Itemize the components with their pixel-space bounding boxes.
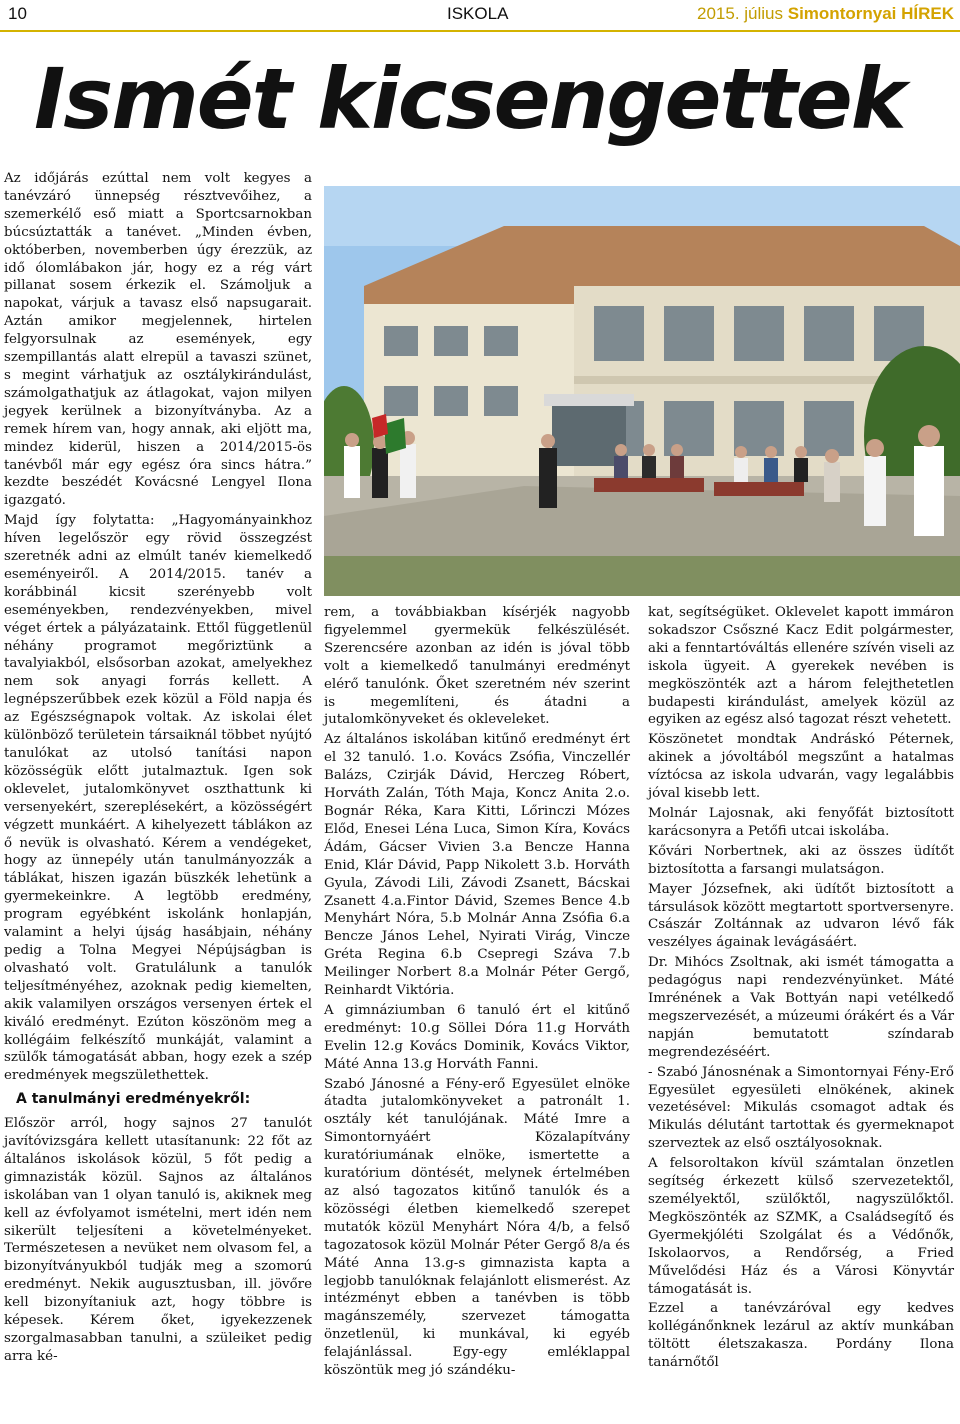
publication-info	[697, 4, 954, 24]
grass-strip	[324, 556, 960, 596]
section-label: ISKOLA	[447, 4, 509, 23]
article-column-3	[648, 604, 954, 1374]
paragraph: rem, a továbbiakban kísérjék nagyobb figyelemmel gyermekük felkészülését. Szerencsére azonban az idén is jóval több volt a kiemelkedő tanulmányi eredményt elérő tanulónk. Őket szeretném név szerint is megemlíteni, és átadni a jutalomkönyveket és okleveleket.	[324, 605, 630, 728]
issue-date: 2015. július	[697, 4, 784, 23]
article-column-2	[324, 604, 630, 1382]
paragraph: Ezzel a tanévzáróval egy kedves kollégánőnknek lezárul az aktív munkában töltött életszakasza. Pordány Ilona tanárnőtől	[648, 1301, 954, 1371]
magazine-name: Simontornyai HÍREK	[787, 4, 954, 23]
flag	[384, 418, 406, 454]
paragraph: Majd így folytatta: „Hagyományainkhoz híven legelőször egy rövid összegzést szeretnék adni az elmúlt tanév kiemelkedő eseményeiről. A 2014/2015. tanév a korábbinál kicsit szerényebb volt eseményekben, rendezvényekben, mivel véget értek a pályázataink. Ettől függetlenül néhány programot megőriztünk a tavalyiakból, elsősorban azokat, amelyekhez nem sok anyagi forrás kellett. A legnépszerűbbek ezek közül a Föld napja és az Egészségnapok voltak. Az iskolai élet különböző területein társaiknál többet nyújtó tanulókat az utolsó tanítási napon közösségük előtt jutalmaztuk. Igen sok oklevelet, jutalomkönyvet oszthattunk ki versenyekért, szereplésekért, a közösségért végzett munkáért. A kihelyezett táblákon az ő nevük is olvasható. Kérem a vendégeket, hogy az ünnepély után tanulmányozzák a táblákat, hiszen igazán büszkék lehetünk a gyermekeinkre. A legtöbb eredmény, program egyébként iskolánk honlapján, valamint a helyi újság hasábjain, néhány pedig a Tolna Megyei Népújságban is olvasható volt. Gratulálunk a tanulók teljesítményéhez, azoknak pedig kiemelten, akik valamilyen országos versenyen értek el kiváló eredményt. Ezúton köszönöm meg a kollégáim felkészítő munkáját, valamint a szülők támogatását abban, hogy ezek a szép eredmények megszülethettek.	[4, 513, 312, 1084]
paragraph: A felsoroltakon kívül számtalan önzetlen segítség érkezett külső szervezetektől, személyektől, szülőktől, nagyszülőktől. Megköszönték az SZMK, a Családsegítő és Gyermekjóléti Szolgálat és a Védőnők, Iskolaorvos, a Rendőrség, a Fried Művelődési Ház és a Városi Könyvtár támogatását is.	[648, 1156, 954, 1297]
award-table-left	[594, 478, 704, 492]
paragraph: Kővári Norbertnek, aki az összes üdítőt biztosította a farsangi mulatságon.	[648, 843, 954, 877]
section-subheading: A tanulmányi eredményekről:	[16, 1091, 251, 1108]
paragraph: A gimnáziumban 6 tanuló ért el kitűnő eredményt: 10.g Söllei Dóra 11.g Horváth Evelin 12.g Kovács Dominik, Kovács Viktor, Máté Anna 13.g Horváth Fanni.	[324, 1002, 630, 1072]
paragraph: Szabó Jánosné a Fény-erő Egyesület elnöke átadta jutalomkönyveket a patronált 1. osztály két tanulójának. Máté Imre a Simontornyáért Közalapítvány kuratóriumának elnöke, ismertette a kuratórium döntését, melynek értelmében az alsó tagozatos kitűnő tanulók és a közösségi életben kiemelkedő szerepet mutatók közül Menyhárt Nóra 4/b, a felső tagozatosok közül Molnár Péter Gergő 8/a és Máté Anna 13.g-s gimnazista kapta a legjobb tanulóknak felajánlott elismerést. Az intézményt ebben a tanévben is több magánszemély, szervezet támogatta önzetlenül, ki munkával, ki egyéb felajánlással. Egy-egy emléklappal köszöntük meg jó szándéku-	[324, 1076, 630, 1379]
paragraph: - Szabó Jánosnénak a Simontornyai Fény-Erő Egyesület egyesületi elnökének, akinek vezetésével: Mikulás csomagot adtak és Mikulás délutánt tartottak és gyermeknapot szerveztek az első osztályosoknak.	[648, 1064, 954, 1152]
paragraph: Az általános iskolában kitűnő eredményt ért el 32 tanuló. 1.o. Kovács Zsófia, Vinczellér Balázs, Czirják Dávid, Herczeg Róbert, Horváth Zalán, Tóth Maja, Koncz Anita 2.o. Bognár Réka, Kara Kitti, Lőrinczi Mózes Előd, Enesei Léna Luca, Simon Kíra, Kovács Ádám, Gácser Vivien 3.a Bencze Hanna Enid, Klár Dávid, Papp Nikolett 3.b. Horváth Gyula, Závodi Lili, Závodi Zsanett, Bácskai Zsanett 4.a.Fintor Dávid, Szemes Bence 4.b Menyhárt Nóra, 5.b Molnár Anna Zsófia 6.a Bencze János Lehel, Nyirati Virág, Vincze Gréta Regina 6.b Csepregi Száva 7.b Meilinger Norbert 8.a Molnár Péter Gergő, Reinhardt Viktória.	[324, 732, 630, 999]
flag-red	[372, 414, 388, 438]
school-ceremony-photo	[324, 186, 960, 596]
page-number: 10	[8, 4, 27, 23]
article-column-1	[4, 170, 312, 1368]
page-header	[0, 0, 960, 32]
paragraph: Dr. Mihócs Zsoltnak, aki ismét támogatta a pedagógus napi rendezvényünket. Máté Imrénének a Vak Bottyán napi vetélkedő megszervezését, a múzeumi órákért és a Vár napján bemutatott színdarab megrendezéséért.	[648, 955, 954, 1060]
paragraph: Köszönetet mondtak Andráskó Péternek, akinek a jóvoltából megszűnt a hatalmas víztócsa az iskola udvarán, vagy legalábbis jóval kisebb lett.	[648, 732, 954, 802]
paragraph: kat, segítségüket. Oklevelet kapott immáron sokadszor Csőszné Kacz Edit polgármester, aki a fenntartóváltás ellenére szívén viseli az iskola ügyeit. A gyerekek nevében is megköszönték azt a három felejthetetlen budapesti kirándulást, amelyek közül az egyiken az egész alsó tagozat részt vehetett.	[648, 605, 954, 728]
paragraph: Az időjárás ezúttal nem volt kegyes a tanévzáró ünnepség résztvevőihez, a szemerkélő eső miatt a Sportcsarnokban búcsúztatták a tanévet. „Minden évben, októberben, novemberben úgy érezzük, az idő ólomlábakon jár, hogy ez a rég várt pillanat sosem érkezik el. Számoljuk a napokat, várjuk a tavasz első napsugarait. Aztán amikor megjelennek, hirtelen felgyorsulnak az események, egy szempillantás alatt elrepül a tavaszi szünet, s megint várhatjuk az osztálykirándulást, számolgathatjuk az átlagokat, vajon milyen jegyek kerülnek a bizonyítványba. Az a remek hírem van, hogy annak, aki eljött ma, mindez kiderül, hiszen a 2014/2015-ös tanévből már egy egész óra sincs hátra.” kezdte beszédét Kovácsné Lengyel Ilona igazgató.	[4, 171, 312, 509]
paragraph: Először arról, hogy sajnos 27 tanulót javítóvizsgára kellett utasítanunk: 22 főt az általános iskolások közül, 5 főt pedig a gimnazisták közül. Sajnos az általános iskolában van 1 olyan tanuló is, akiknek meg kell az évfolyamot ismételni, mert idén nem sikerült teljesíteni a követelményeket. Természetesen a nevüket nem olvasom fel, a bizonyítványukból tudják meg a szomorú eredményt. Nekik augusztusban, ill. jövőre kell bizonyítaniuk azt, hogy többre is képesek. Kérem őket, igyekezzenek szorgalmasabban tanulni, a szüleiket pedig arra ké-	[4, 1116, 312, 1364]
photo-illustration	[324, 186, 960, 596]
entrance-canopy	[544, 394, 634, 406]
paragraph: Molnár Lajosnak, aki fenyőfát biztosított karácsonyra a Petőfi utcai iskolába.	[648, 805, 954, 839]
article-title: Ismét kicsengettek	[34, 50, 905, 148]
paragraph: Mayer Józsefnek, aki üdítőt biztosított a társulások között megtartott sportversenyre. Császár Zoltánnak az udvaron lévő fák veszélyes ágainak levágásáért.	[648, 881, 954, 951]
award-table-right	[714, 482, 804, 496]
